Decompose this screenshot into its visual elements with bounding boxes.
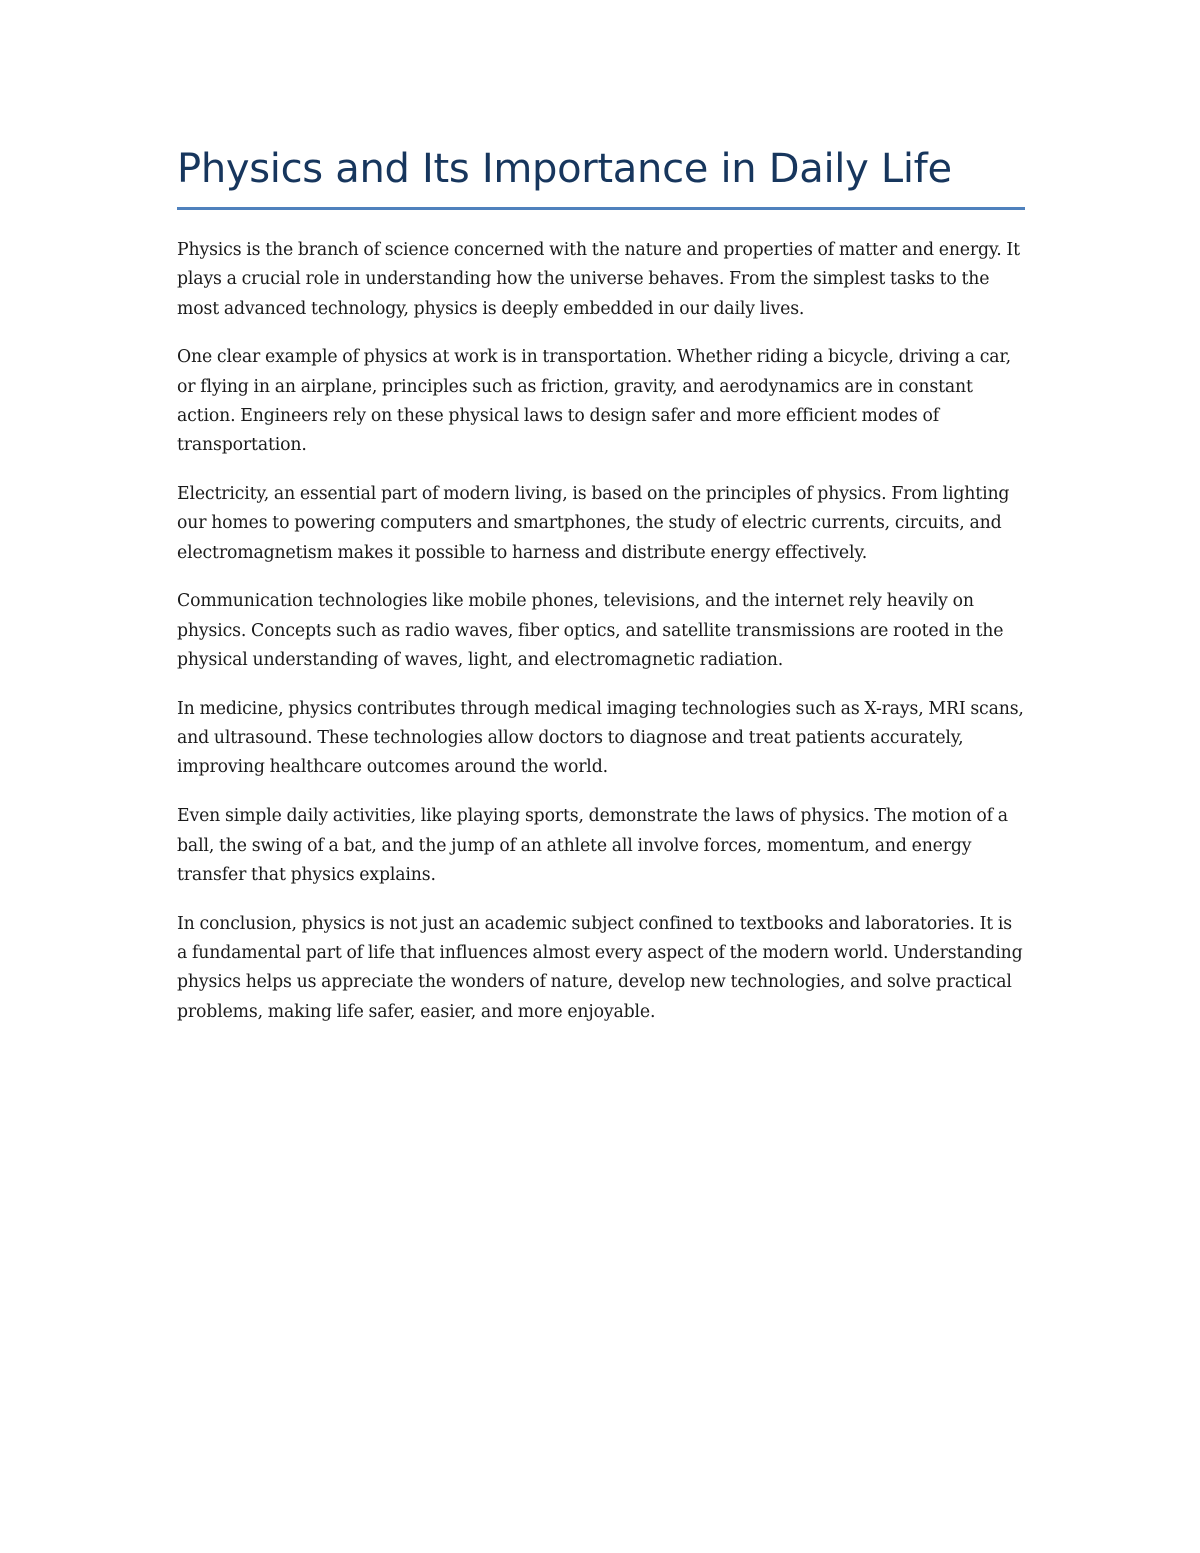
document-body bbox=[177, 143, 1025, 1046]
paragraph-electricity: Electricity, an essential part of modern living, is based on the principles of physics. From lighting our homes to powering computers and smartphones, the study of electric currents, circuits, and electromagnetism makes it possible to harness and distribute energy effectively. bbox=[177, 484, 1010, 563]
paragraph-medicine: In medicine, physics contributes through medical imaging technologies such as X-rays, MRI scans, and ultrasound. These technologies allow doctors to diagnose and treat patients accurately, improving healthcare outcomes around the world. bbox=[177, 698, 1024, 778]
title-underline bbox=[177, 207, 1025, 210]
paragraph-conclusion: In conclusion, physics is not just an academic subject confined to textbooks and laboratories. It is a fundamental part of life that influences almost every aspect of the modern world. Understanding physics helps us appreciate the wonders of nature, develop new technologies, and solve practical problems, making life safer, easier, and more enjoyable. bbox=[177, 913, 1023, 1022]
paragraph-transportation: One clear example of physics at work is in transportation. Whether riding a bicycle, driving a car, or flying in an airplane, principles such as friction, gravity, and aerodynamics are in constant action. Engineers rely on these physical laws to design safer and more efficient modes of transportation. bbox=[177, 347, 1011, 456]
paragraph-communication: Communication technologies like mobile phones, televisions, and the internet rely heavily on physics. Concepts such as radio waves, fiber optics, and satellite transmissions are rooted in the physical understanding of waves, light, and electromagnetic radiation. bbox=[177, 591, 1004, 671]
paragraph-intro: Physics is the branch of science concerned with the nature and properties of matter and energy. It plays a crucial role in understanding how the universe behaves. From the simplest tasks to the most advanced technology, physics is deeply embedded in our daily lives. bbox=[177, 240, 1020, 319]
document-title: Physics and Its Importance in Daily Life bbox=[177, 146, 952, 192]
paragraph-sports: Even simple daily activities, like playing sports, demonstrate the laws of physics. The motion of a ball, the swing of a bat, and the jump of an athlete all involve forces, momentum, and energy transfer that physics explains. bbox=[177, 806, 1008, 885]
